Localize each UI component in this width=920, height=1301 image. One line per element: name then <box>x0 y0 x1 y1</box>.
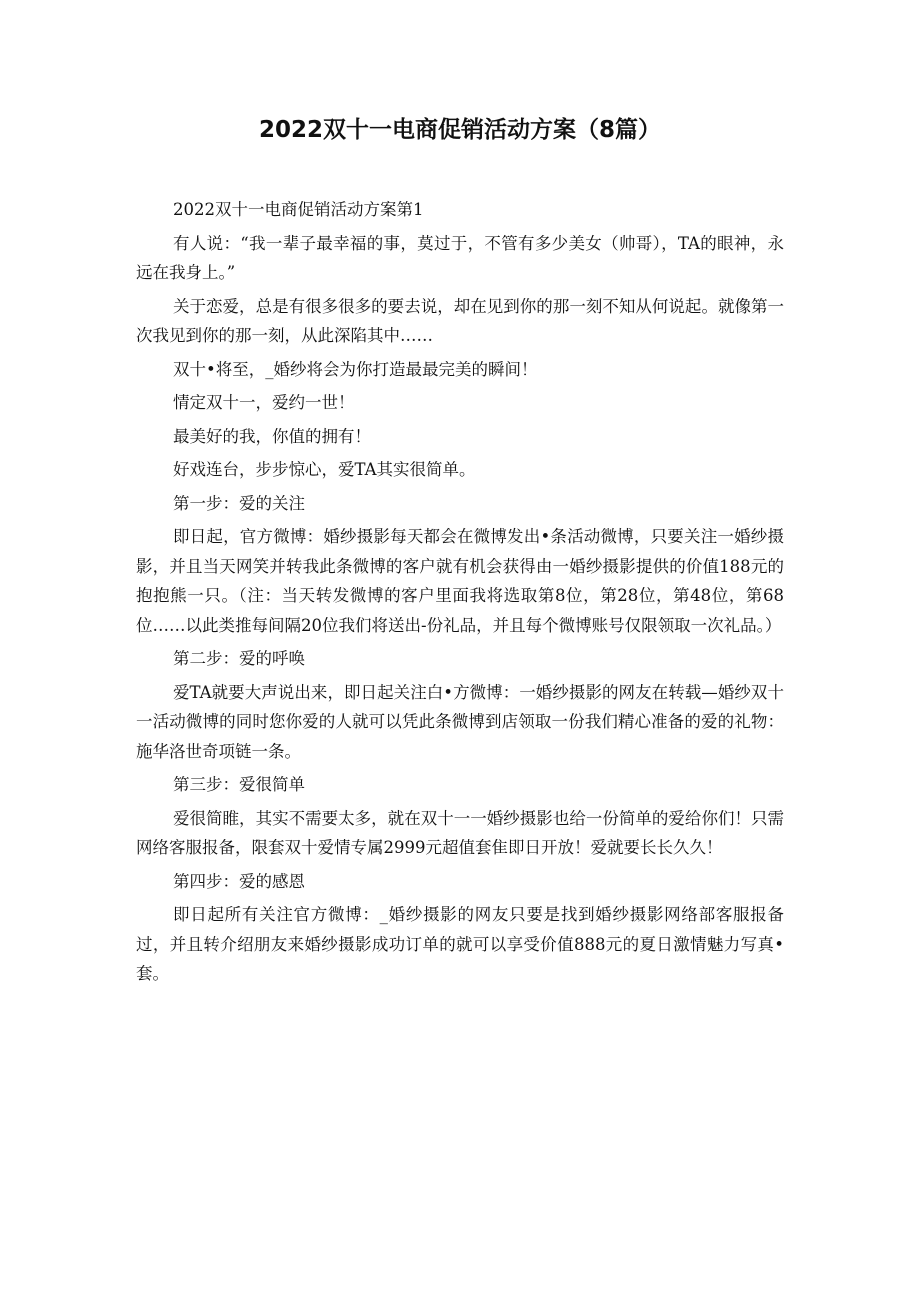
body-paragraph: 好戏连台，步步惊心，爱TA其实很简单。 <box>173 460 476 479</box>
body-paragraph: 双十•将至，_婚纱将会为你打造最最完美的瞬间！ <box>173 359 538 379</box>
body-paragraph: 即日起所有关注官方微博：_婚纱摄影的网友只要是找到婚纱摄影网络部客服报备过，并且转介绍朋友来婚纱摄影成功订单的就可以享受价值888元的夏日激情魅力写真•套。 <box>136 905 784 983</box>
document-title: 2022双十一电商促销活动方案（8篇） <box>258 117 662 143</box>
step-heading: 第二步：爱的呼唤 <box>173 649 305 668</box>
body-paragraph: 有人说：“我一辈子最幸福的事，莫过于，不管有多少美女（帅哥），TA的眼神，永远在我身上。” <box>136 233 784 282</box>
body-paragraph: 爱TA就要大声说出来，即日起关注白•方微博：一婚纱摄影的网友在转载—婚纱双十一活动微博的同时您你爱的人就可以凭此条微博到店领取一份我们精心准备的爱的礼物：施华洛世奇项链一条。 <box>136 682 784 761</box>
body-paragraph: 关于恋爱，总是有很多很多的要去说，却在见到你的那一刻不知从何说起。就像第一次我见到你的那一刻，从此深陷其中…… <box>136 296 784 345</box>
body-paragraph: 最美好的我，你值的拥有！ <box>173 426 371 446</box>
step-heading: 第三步：爱很简单 <box>173 775 305 794</box>
body-paragraph: 情定双十一，爱约一世！ <box>173 393 355 412</box>
document-body <box>136 195 784 993</box>
subtitle-paragraph: 2022双十一电商促销活动方案第1 <box>173 200 424 219</box>
body-paragraph: 即日起，官方微博：婚纱摄影每天都会在微博发出•条活动微博，只要关注一婚纱摄影，并且当天网笑并转我此条微博的客户就有机会获得由一婚纱摄影提供的价值188元的抱抱熊一只。（注：当天转发微博的客户里面我将选取第8位，第28位，第48位，第68位……以此类推每间隔20位我们将送出-份礼品，并且每个微博账号仅限领取一次礼品。） <box>136 527 784 635</box>
step-heading: 第一步：爱的关注 <box>173 493 305 513</box>
body-paragraph: 爱很简睢，其实不需要太多，就在双十一一婚纱摄影也给一份简单的爱给你们！只需网络客服报备，限套双十爱情专属2999元超值套隹即日开放！爱就要长长久久！ <box>136 808 784 857</box>
step-heading: 第四步：爱的感恩 <box>173 871 305 891</box>
